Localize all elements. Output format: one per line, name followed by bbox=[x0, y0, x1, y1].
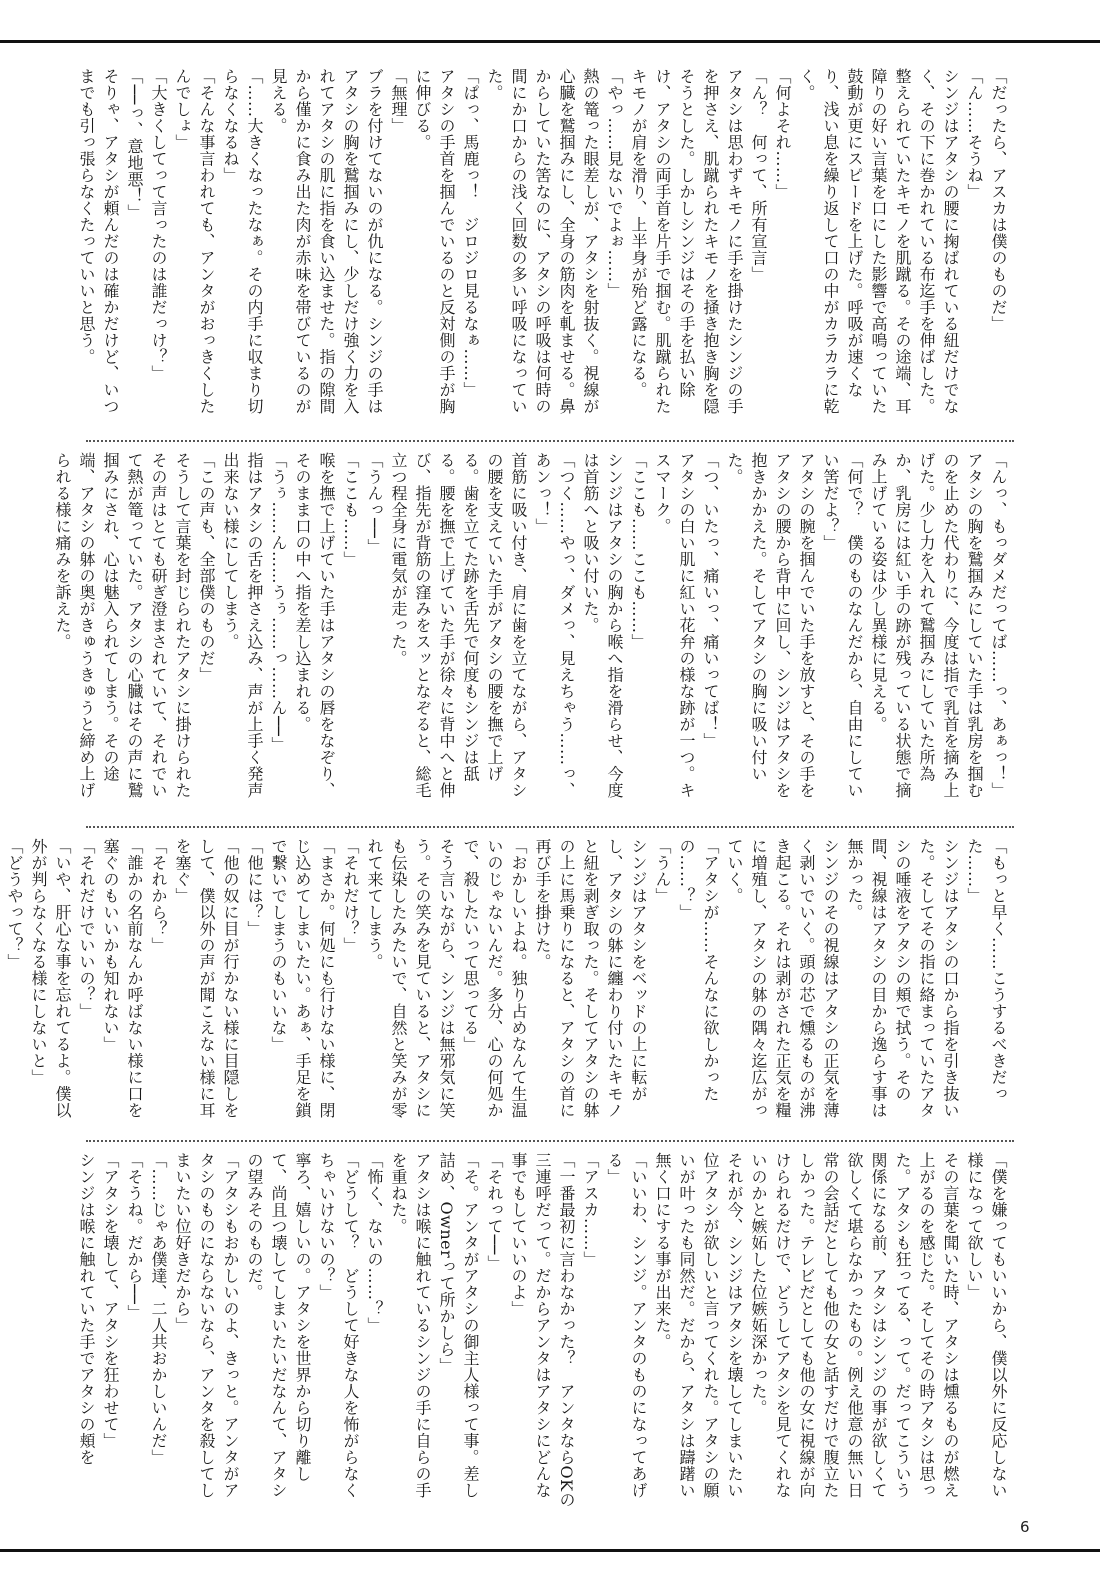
section-divider bbox=[86, 1140, 1014, 1142]
paragraph: 熱の篭った眼差しが、アタシを射抜く。視線が心臓を鷲掴みにし、全身の筋肉を軋ませる。鼻からしていた筈なのに、アタシの呼吸は何時の間にか口からの浅く回数の多い呼吸になっていた。 bbox=[485, 68, 600, 415]
paragraph: アタシは喉に触れているシンジの手に自らの手を重ねた。 bbox=[389, 1152, 432, 1499]
paragraph: 「つく……やっ、ダメっ、見えちゃう……っ、あンっ！」 bbox=[533, 452, 576, 799]
section-4-columns bbox=[77, 1152, 1010, 1514]
paragraph: 「どうやって？」 bbox=[5, 838, 24, 970]
paragraph: シンジはアタシの腰に掬ばれている紐だけでなく、その下に巻かれている布迄手を伸ばした。整えられていたキモノを肌蹴る。その途端、耳障りの好い言葉を口にした影響で高鳴っていた鼓動が更にスピードを上げた。呼吸が速くなり、浅い息を繰り返して口の中がカラカラに乾く。 bbox=[797, 68, 960, 415]
paragraph: 喉を撫で上げていた手はアタシの唇をなぞり、そのまま口の中へ指を差し込まれる。 bbox=[293, 452, 336, 799]
paragraph: 「つ、いたっ、痛いっ、痛いってば！」 bbox=[701, 452, 720, 749]
page-number: 6 bbox=[1020, 1518, 1030, 1536]
paragraph: 「ん？ 何って、所有宣言」 bbox=[749, 68, 768, 283]
paragraph: ブラを付けてないのが仇になる。シンジの手はアタシの胸を鷲掴みにし、少しだけ強く力を入れてアタシの肌に指を食い込ませた。指の隙間から僅かに食み出た肉が赤味を帯びているのが見える。 bbox=[269, 68, 384, 415]
paragraph: 「この声も、全部僕のものだ」 bbox=[197, 452, 216, 683]
paragraph: 「アタシもおかしいのよ、きっと。アンタがアタシのものにならないなら、アンタを殺してしまいたい位好きだから」 bbox=[173, 1152, 240, 1499]
paragraph: 「おかしいよね。独り占めなんて生温いのじゃないんだ。多分、心の何処かで、殺したいって思ってる」 bbox=[461, 838, 528, 1119]
bottom-rule bbox=[0, 1549, 1100, 1552]
paragraph: 「無理」 bbox=[389, 68, 408, 134]
paragraph: 「誰かの名前なんか呼ばない様に口を塞ぐのもいいかも知れない」 bbox=[101, 838, 144, 1119]
paragraph: 「うん」 bbox=[653, 838, 672, 904]
section-divider bbox=[86, 440, 1014, 442]
text-section-1 bbox=[77, 68, 1010, 430]
paragraph: シンジはアタシの胸から喉へ指を滑らせ、今度は首筋へと吸い付いた。 bbox=[581, 452, 624, 799]
paragraph: 「そうね。だから──」 bbox=[125, 1152, 144, 1321]
text-section-2 bbox=[53, 452, 1010, 814]
paragraph: 「どうして？ どうして好きな人を怖がらなくちゃいけないの？」 bbox=[317, 1152, 360, 1499]
paragraph: 「アスカ……」 bbox=[581, 1152, 600, 1268]
paragraph: 「他には？」 bbox=[245, 838, 264, 937]
text-section-4 bbox=[77, 1152, 1010, 1514]
paragraph: 「何で？ 僕のものなんだから、自由にしていい筈だよ？」 bbox=[821, 452, 864, 799]
paragraph: 「ぱっ、馬鹿っ！ ジロジロ見るなぁ……」 bbox=[461, 68, 480, 398]
paragraph: シンジはアタシをベッドの上に転がし、アタシの躰に纏わり付いたキモノと紐を剥ぎ取った。そしてアタシの躰の上に馬乗りになると、アタシの首に再び手を掛けた。 bbox=[533, 838, 648, 1119]
paragraph: 「だったら、アスカは僕のものだ」 bbox=[989, 68, 1008, 332]
paragraph: 「もっと早く……こうするべきだった……」 bbox=[965, 838, 1008, 1102]
paragraph: 「ん……そうね」 bbox=[965, 68, 984, 200]
paragraph: 「ここも……」 bbox=[341, 452, 360, 568]
paragraph: シンジのその視線はアタシの正気を薄く剥いでいく。頭の芯で燻るものが沸き起こる。それは剥がされた正気を糧に増殖し、アタシの躰の隅々迄広がっていく。 bbox=[725, 838, 840, 1119]
paragraph: 「それって──」 bbox=[485, 1152, 504, 1272]
paragraph: 「そ。アンタがアタシの御主人様って事。差し詰め、Ownerって所かしら」 bbox=[437, 1152, 480, 1499]
paragraph: 「やっ……見ないでよぉ……」 bbox=[605, 68, 624, 299]
paragraph: アタシは思わずキモノに手を掛けたシンジの手を押さえ、肌蹴られたキモノを掻き抱き胸を隠そうとした。しかしシンジはその手を払い除け、アタシの両手首を片手で掴む。肌蹴られたキモノが肩を滑り、上半身が殆ど露になる。 bbox=[629, 68, 744, 415]
paragraph: 「アタシを壊して、アタシを狂わせて」 bbox=[101, 1152, 120, 1449]
paragraph: アタシの腕を掴んでいた手を放すと、その手をアタシの腰から背中に回し、シンジはアタシを抱きかかえた。そしてアタシの胸に吸い付いた。 bbox=[725, 452, 816, 799]
paragraph: 「怖く、ないの……？」 bbox=[365, 1152, 384, 1334]
paragraph: 「いいわ、シンジ。アンタのものになってあげる」 bbox=[605, 1152, 648, 1499]
paragraph: そう言いながら、シンジは無邪気に笑う。その笑みを見ていると、アタシにも伝染したみたいで、自然と笑みが零れて来てしまう。 bbox=[365, 838, 456, 1119]
paragraph bbox=[0, 838, 2, 1134]
paragraph: 「いや、肝心な事を忘れてるよ。僕以外が判らなくなる様にしないと」 bbox=[29, 838, 72, 1119]
paragraph: 「他の奴に目が行かない様に目隠しをして、僕以外の声が聞こえない様に耳を塞ぐ」 bbox=[173, 838, 240, 1119]
paragraph: 「一番最初に言わなかった？ アンタならOKの三連呼だって。だからアンタはアタシにどんな事でもしていいのよ」 bbox=[509, 1152, 576, 1509]
paragraph: 「んっ、もっダメだってば……っ、あぁっ！」 bbox=[989, 452, 1008, 799]
paragraph: 「……じゃあ僕達、二人共おかしいんだ」 bbox=[149, 1152, 168, 1466]
paragraph: 指はアタシの舌を押さえ込み、声が上手く発声出来ない様にしてしまう。 bbox=[221, 452, 264, 799]
paragraph: その言葉を聞いた時、アタシは燻るものが燃え上がるのを感じた。そしてその時アタシは思った。アタシも狂ってる、って。だってこういう関係になる前、アタシはシンジの事が欲しくて欲しくて堪らなかったもの。例え他意の無い日常の会話だとしても他の女と話すだけで腹立たしかった。テレビだとしても他の女に視線が向けられるだけで、どうしてアタシを見てくれないのかと嫉妬した位嫉妬深かった。 bbox=[749, 1152, 960, 1499]
paragraph: それが今、シンジはアタシを壊してしまいたい位アタシが欲しいと言ってくれた。アタシの願いが叶ったも同然だ。だから、アタシは躊躇い無く口にする事が出来た。 bbox=[653, 1152, 744, 1499]
top-rule bbox=[0, 40, 1100, 43]
paragraph: 「大きくしてって言ったのは誰だっけ？」 bbox=[149, 68, 168, 382]
paragraph: 「ここも……ここも……」 bbox=[629, 452, 648, 650]
paragraph: 「僕を嫌ってもいいから、僕以外に反応しない様になって欲しい」 bbox=[965, 1152, 1008, 1499]
paragraph: 「まさか。何処にも行けない様に、閉じ込めてしまいたい。あぁ、手足を鎖で繋いでしまうのもいいな」 bbox=[269, 838, 336, 1119]
paragraph: 「それだけでいいの？」 bbox=[77, 838, 96, 1020]
paragraph: 「それだけ？」 bbox=[341, 838, 360, 954]
paragraph: 「そんな事言われても、アンタがおっきくしたんでしょ」 bbox=[173, 68, 216, 415]
paragraph: シンジは喉に触れていた手でアタシの頬を bbox=[77, 1152, 96, 1466]
paragraph: そりゃ、アタシが頼んだのは確かだけど、いつまでも引っ張らなくたっていいと思う。 bbox=[77, 68, 120, 415]
paragraph: 「うんっ──」 bbox=[365, 452, 384, 555]
paragraph: アタシの手首を掴んでいるのと反対側の手が胸に伸びる。 bbox=[413, 68, 456, 415]
paragraph: そうして言葉を封じられたアタシに掛けられたその声はとても研ぎ澄まされていて、それでいて熱が篭っていた。アタシの心臓はその声に鷲掴みにされ、心は魅入られてしまう。その途端、アタシの躰の奥がきゅうきゅうと締め上げられる様に痛みを訴えた。 bbox=[53, 452, 192, 799]
text-section-3 bbox=[5, 838, 1010, 1134]
paragraph: アタシの胸を鷲掴みにしていた手は乳房を掴むのを止めた代わりに、今度は指で乳首を摘み上げた。少し力を入れて鷲掴みにしていた所為か、乳房には紅い手の跡が残っている状態で摘み上げている姿は少し異様に見える。 bbox=[869, 452, 984, 799]
section-3-columns bbox=[5, 838, 1010, 1134]
paragraph: シンジはアタシの口から指を引き抜いた。そしてその指に絡まっていたアタシの唾液をアタシの頬で拭う。その間、視線はアタシの目から逸らす事は無かった。 bbox=[845, 838, 960, 1119]
section-2-columns bbox=[53, 452, 1010, 814]
paragraph: 寧ろ、嬉しいの。アタシを世界から切り離して、尚且つ壊してしまいたいだなんて、アタシの望みそのものだ。 bbox=[245, 1152, 312, 1499]
paragraph: 「うぅ……ん……うぅ……っ……ん──」 bbox=[269, 452, 288, 753]
section-1-columns bbox=[77, 68, 1010, 430]
paragraph: 首筋に吸い付き、肩に歯を立てながら、アタシの腰を支えていた手がアタシの腰を撫で上げる。歯を立てた跡を舌先で何度もシンジは舐る。腰を撫で上げていた手が徐々に背中へと伸び、指先が背筋の窪みをスッとなぞると、総毛立つ程全身に電気が走った。 bbox=[389, 452, 528, 799]
section-divider bbox=[86, 826, 1014, 828]
paragraph: 「アタシが……そんなに欲しかったの……？」 bbox=[677, 838, 720, 1102]
paragraph: 「何よそれ……」 bbox=[773, 68, 792, 200]
paragraph: アタシの白い肌に紅い花弁の様な跡が一つ。キスマーク。 bbox=[653, 452, 696, 799]
paragraph: 「……大きくなったなぁ。その内手に収まり切らなくなるね」 bbox=[221, 68, 264, 415]
paragraph: 「それから？」 bbox=[149, 838, 168, 954]
paragraph: 「──っ、意地悪！」 bbox=[125, 68, 144, 221]
